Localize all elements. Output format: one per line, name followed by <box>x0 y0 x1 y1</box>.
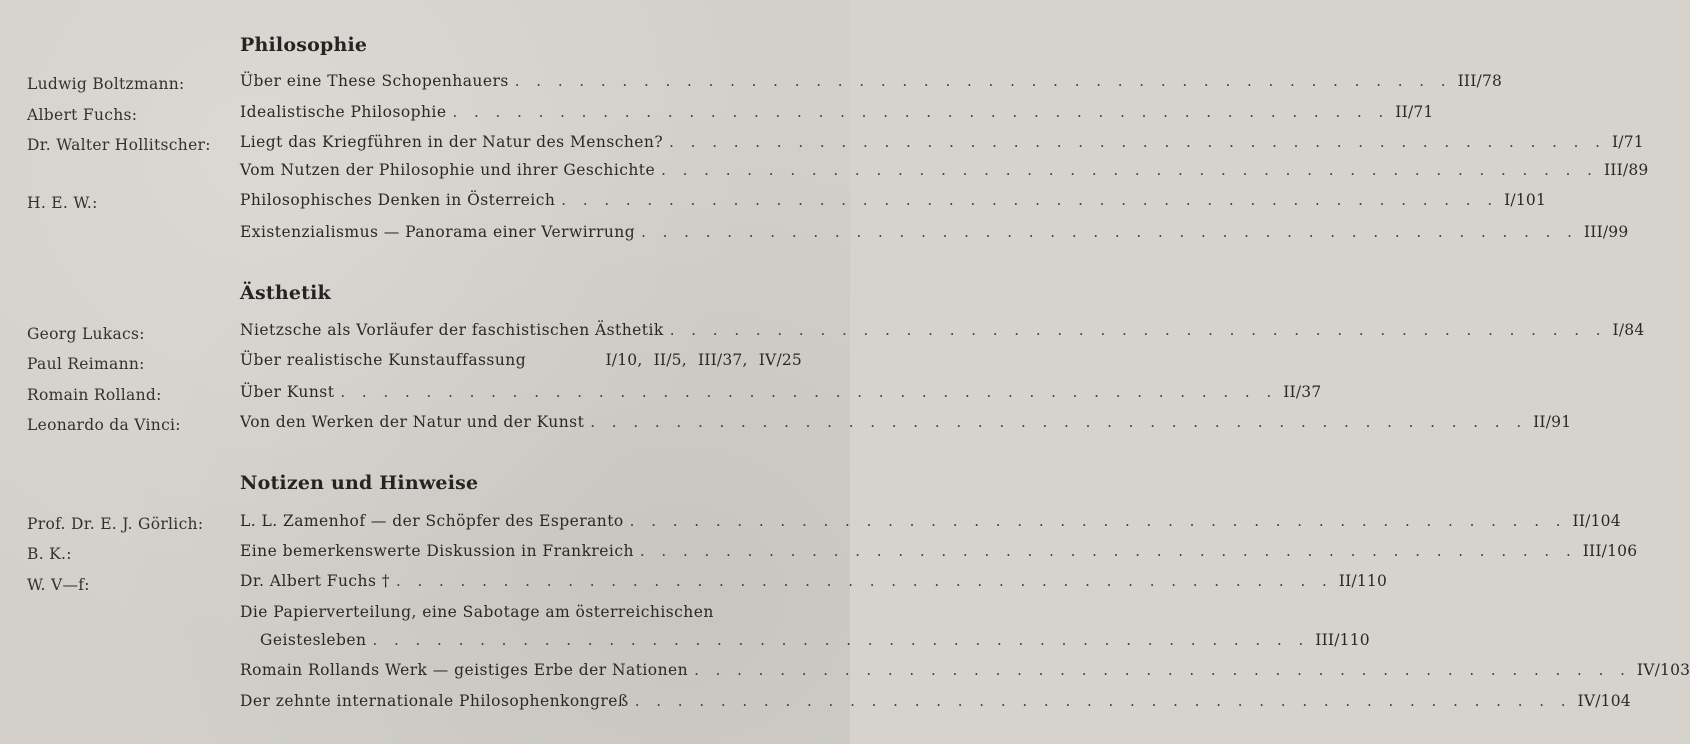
dot-leader: . . . . . . . . . . . . . . . . . . . . . . . . . . . . . . . . . . . . . . . . . . . . <box>372 631 1310 649</box>
entry-ref: II/37 <box>1283 383 1322 401</box>
toc-entry <box>240 133 1644 155</box>
dot-leader: . . . . . . . . . . . . . . . . . . . . . . . . . . . . . . . . . . . . . . . . . . . . <box>561 191 1499 209</box>
entry-title: Philosophisches Denken in Österreich <box>240 191 556 209</box>
entry-title: Nietzsche als Vorläufer der faschistischen Ästhetik <box>240 321 664 339</box>
toc-entry <box>240 631 1370 653</box>
dot-leader: . . . . . . . . . . . . . . . . . . . . . . . . . . . . . . . . . . . . . . . . . . . . <box>452 103 1390 121</box>
author-boltzmann: Ludwig Boltzmann: <box>27 75 185 93</box>
dot-leader: . . . . . . . . . . . . . . . . . . . . . . . . . . . . . . . . . . . . . . . . . . . . <box>395 572 1333 590</box>
dot-leader: . . . . . . . . . . . . . . . . . . . . . . . . . . . . . . . . . . . . . . . . . . . . <box>639 542 1577 560</box>
toc-entry <box>240 72 1503 94</box>
dot-leader: . . . . . . . . . . . . . . . . . . . . . . . . . . . . . . . . . . . . . . . . . . . . <box>590 413 1528 431</box>
entry-title: L. L. Zamenhof — der Schöpfer des Esperanto <box>240 512 624 530</box>
dot-leader: . . . . . . . . . . . . . . . . . . . . . . . . . . . . . . . . . . . . . . . . . . . . <box>669 321 1607 339</box>
toc-entry <box>240 161 1649 183</box>
entry-title: Die Papierverteilung, eine Sabotage am österreichischen <box>240 603 714 621</box>
dot-leader: . . . . . . . . . . . . . . . . . . . . . . . . . . . . . . . . . . . . . . . . . . . . <box>634 692 1572 710</box>
dot-leader: . . . . . . . . . . . . . . . . . . . . . . . . . . . . . . . . . . . . . . . . . . . . <box>641 223 1578 241</box>
entry-ref: I/101 <box>1504 191 1547 209</box>
entry-ref: I/71 <box>1611 133 1644 151</box>
toc-entry <box>240 191 1547 213</box>
dot-leader: . . . . . . . . . . . . . . . . . . . . . . . . . . . . . . . . . . . . . . . . . . . . <box>340 383 1278 401</box>
entry-ref: III/110 <box>1315 631 1370 649</box>
entry-ref: II/104 <box>1572 512 1621 530</box>
author-bk: B. K.: <box>27 545 72 563</box>
entry-ref: II/71 <box>1395 103 1434 121</box>
author-da-vinci: Leonardo da Vinci: <box>27 416 181 434</box>
dot-leader: . . . . . . . . . . . . . . . . . . . . . . . . . . . . . . . . . . . . . . . . . . . . <box>661 161 1598 179</box>
toc-entry <box>240 572 1388 594</box>
entry-ref: III/89 <box>1603 161 1649 179</box>
section-heading-aesthetik: Ästhetik <box>240 282 331 304</box>
entry-ref: I/10, II/5, III/37, IV/25 <box>605 351 802 369</box>
entry-ref: I/84 <box>1612 321 1645 339</box>
entry-ref: III/78 <box>1457 72 1503 90</box>
toc-entry <box>240 321 1645 343</box>
entry-title: Über realistische Kunstauffassung <box>240 351 527 369</box>
toc-entry <box>240 512 1621 534</box>
toc-entry <box>240 351 802 373</box>
entry-title: Existenzialismus — Panorama einer Verwirrung <box>240 223 636 241</box>
section-heading-philosophie: Philosophie <box>240 34 368 56</box>
entry-ref: IV/103 <box>1636 661 1690 679</box>
section-heading-notizen: Notizen und Hinweise <box>240 472 479 494</box>
entry-title: Liegt das Kriegführen in der Natur des Menschen? <box>240 133 664 151</box>
entry-ref: III/99 <box>1583 223 1629 241</box>
author-reimann: Paul Reimann: <box>27 355 145 373</box>
dot-leader: . . . . . . . . . . . . . . . . . . . . . . . . . . . . . . . . . . . . . . . . . . . . <box>514 72 1452 90</box>
toc-entry <box>240 103 1434 125</box>
entry-title: Vom Nutzen der Philosophie und ihrer Geschichte <box>240 161 656 179</box>
toc-entry <box>240 383 1322 405</box>
toc-entry <box>240 692 1631 714</box>
entry-ref: II/110 <box>1338 572 1388 590</box>
entry-title: Der zehnte internationale Philosophenkongreß <box>240 692 629 710</box>
toc-entry <box>240 413 1572 435</box>
entry-title: Von den Werken der Natur und der Kunst <box>240 413 585 431</box>
entry-title: Über Kunst <box>240 383 335 401</box>
entry-title: Über eine These Schopenhauers <box>240 72 509 90</box>
toc-entry <box>240 661 1690 683</box>
entry-title: Eine bemerkenswerte Diskussion in Frankreich <box>240 542 634 560</box>
dot-leader: . . . . . . . . . . . . . . . . . . . . . . . . . . . . . . . . . . . . . . . . . . . . <box>629 512 1567 530</box>
entry-ref: II/91 <box>1533 413 1572 431</box>
entry-title: Romain Rollands Werk — geistiges Erbe der Nationen <box>240 661 689 679</box>
toc-entry <box>240 223 1629 245</box>
entry-title: Dr. Albert Fuchs † <box>240 572 390 590</box>
entry-ref: III/106 <box>1582 542 1638 560</box>
dot-leader: . . . . . . . . . . . . . . . . . . . . . . . . . . . . . . . . . . . . . . . . . . . . <box>694 661 1631 679</box>
author-hollitscher: Dr. Walter Hollitscher: <box>27 136 211 154</box>
author-hew: H. E. W.: <box>27 194 98 212</box>
entry-ref: IV/104 <box>1577 692 1631 710</box>
toc-entry <box>240 542 1638 564</box>
author-wvf: W. V—f: <box>27 576 90 594</box>
author-goerlich: Prof. Dr. E. J. Görlich: <box>27 515 204 533</box>
entry-title-continued: Geistesleben <box>260 631 367 649</box>
author-fuchs: Albert Fuchs: <box>27 106 138 124</box>
author-lukacs: Georg Lukacs: <box>27 325 145 343</box>
entry-title: Idealistische Philosophie <box>240 103 447 121</box>
author-rolland: Romain Rolland: <box>27 386 162 404</box>
dot-leader: . . . . . . . . . . . . . . . . . . . . . . . . . . . . . . . . . . . . . . . . . . . . <box>669 133 1606 151</box>
